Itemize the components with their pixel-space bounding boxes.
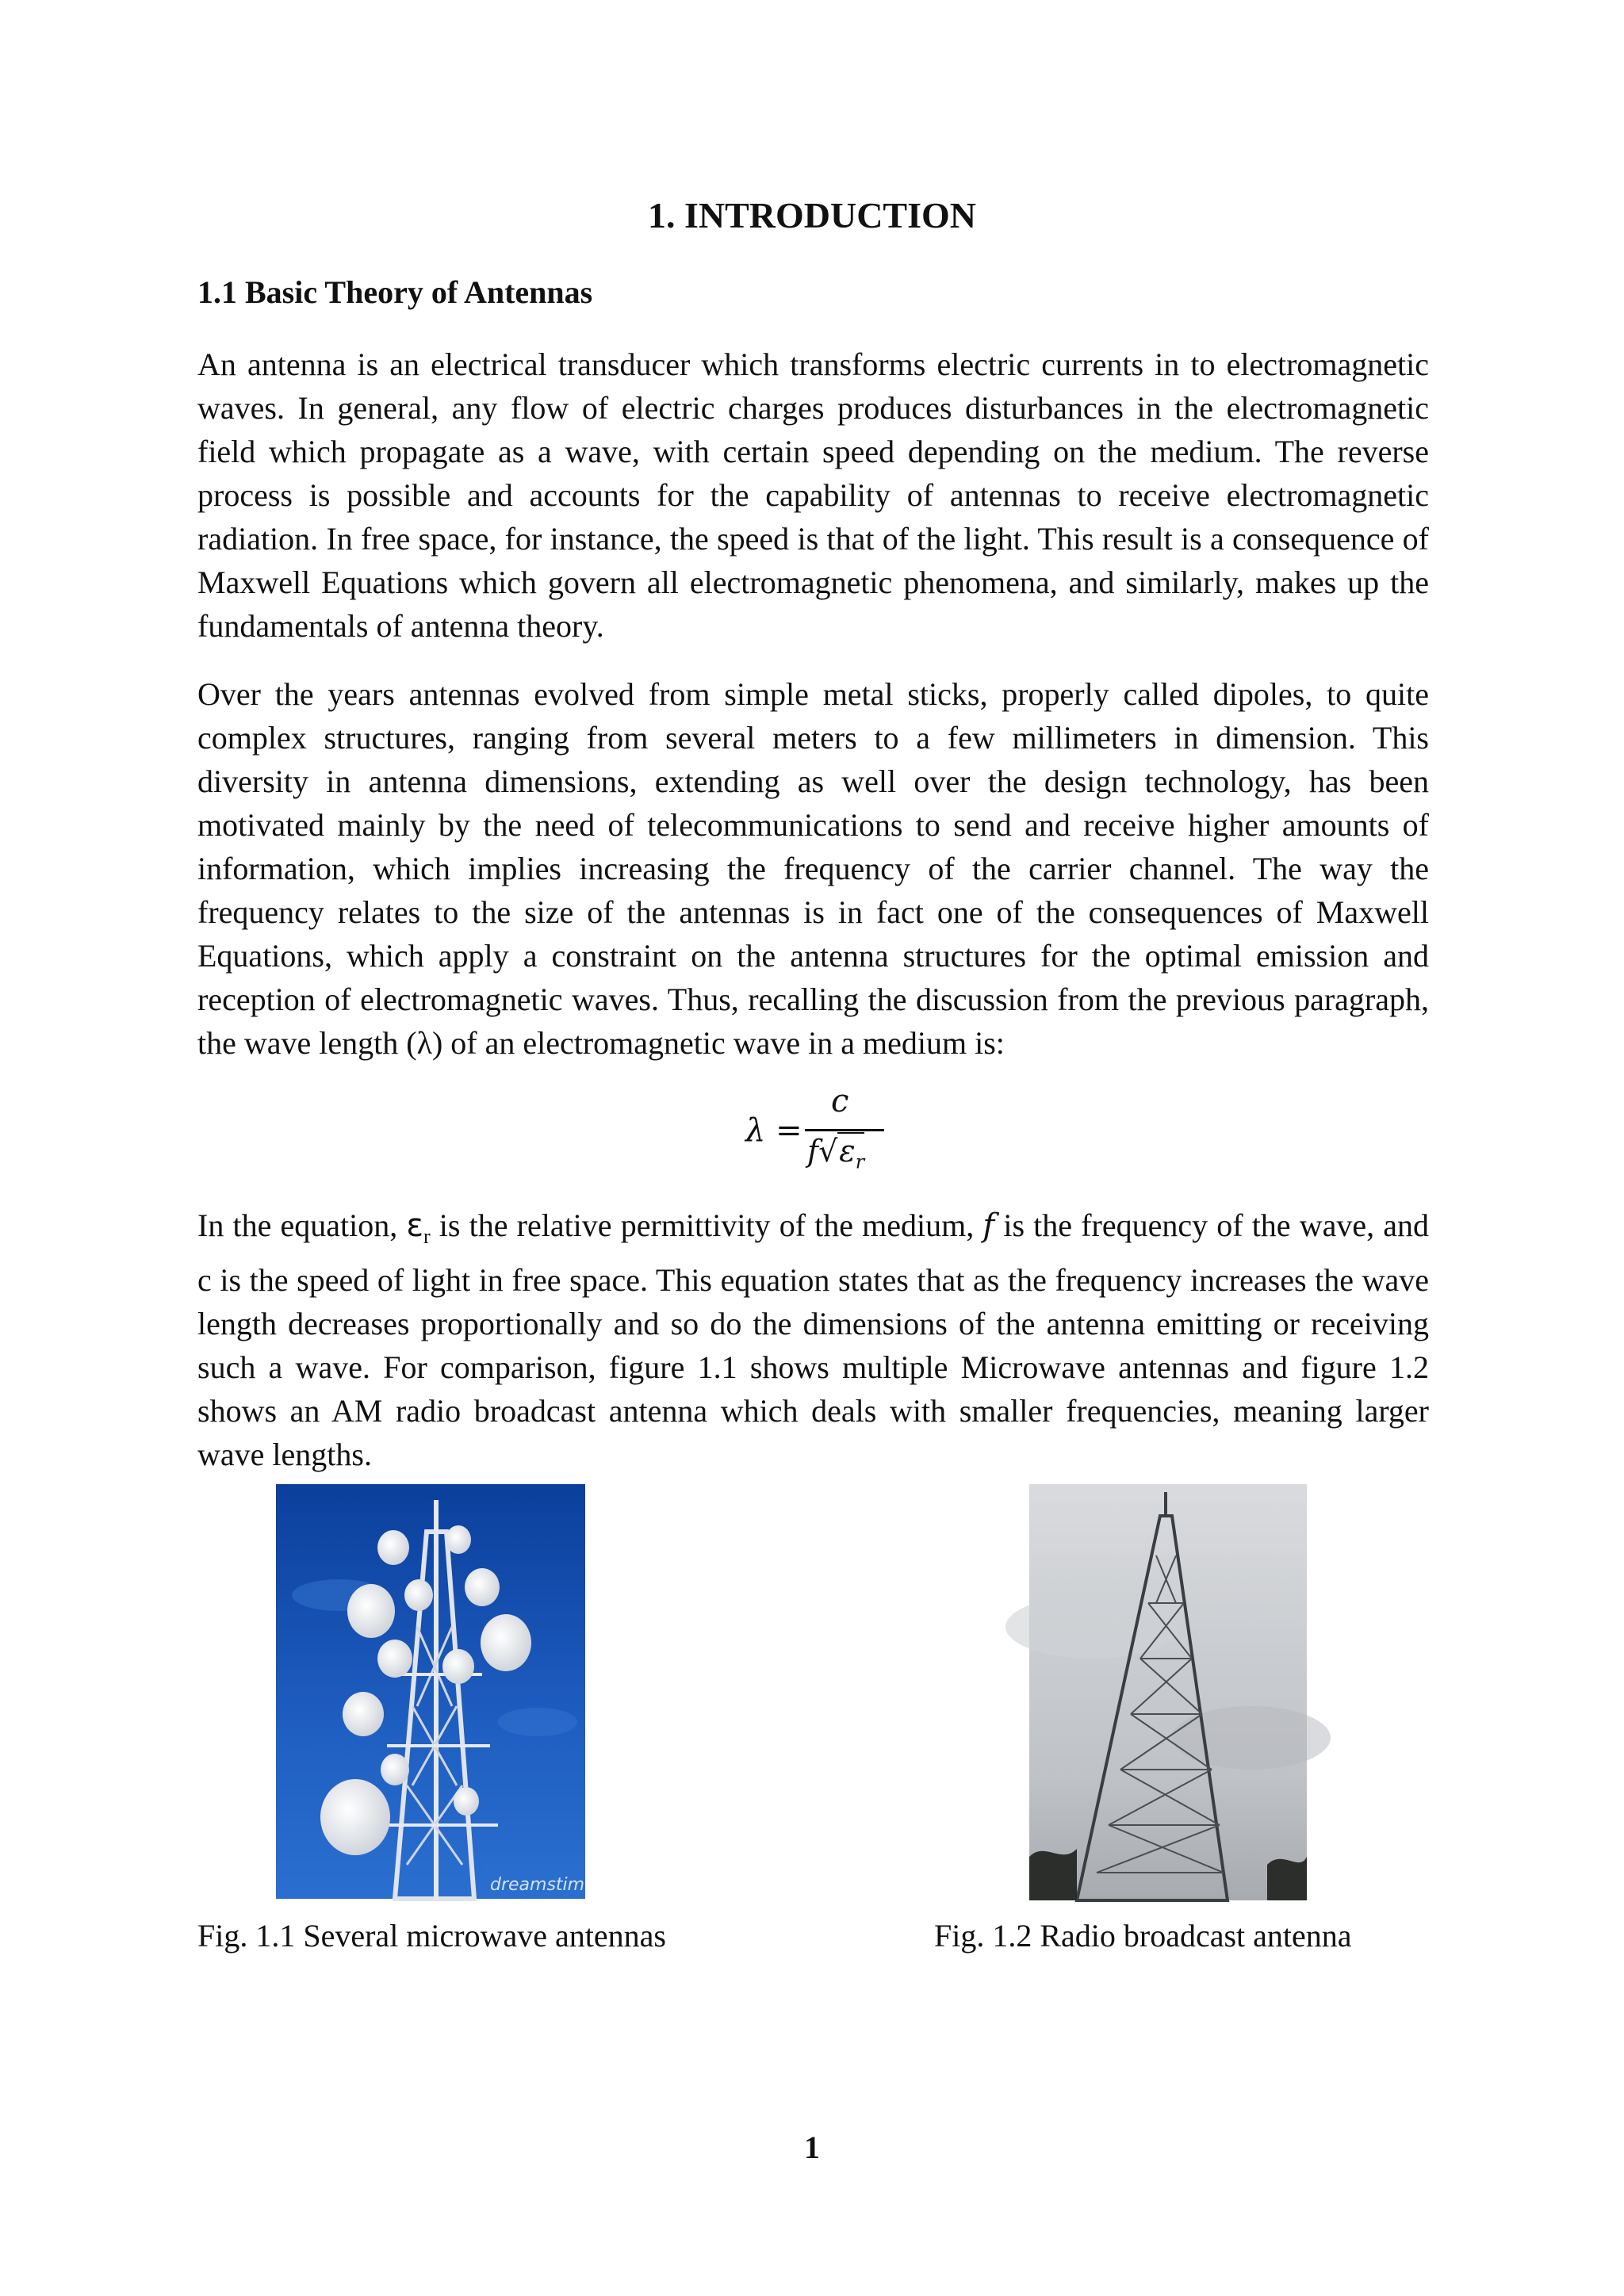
paragraph-1: An antenna is an electrical transducer which transforms electric currents in to electromagnetic waves. In general, any flow of electric charges produces disturbances in the electromagnetic field which propagate as a wave, with certain speed depending on the medium. The reverse process is possible and accounts for the capability of antennas to receive electromagnetic radiation. In free space, for instance, the speed is that of the light. This result is a consequence of Maxwell Equations which govern all electromagnetic phenomena, and similarly, makes up the fundamentals of antenna theory. [197, 346, 1429, 644]
wavelength-equation [737, 1078, 944, 1181]
microwave-tower-image [276, 1484, 638, 1899]
figure-radio-broadcast-antenna [1029, 1484, 1307, 1900]
equation-lhs: λ = [745, 1112, 802, 1149]
section-title: 1.1 Basic Theory of Antennas [197, 274, 593, 310]
epsilon-symbol: ε [406, 1207, 423, 1244]
equation-den-eps: ε [839, 1134, 856, 1169]
figure-1-caption: Fig. 1.1 Several microwave antennas [197, 1918, 666, 1954]
equation-numerator: c [831, 1083, 849, 1119]
paragraph-3-part-b: is the relative permittivity of the medium, [430, 1207, 983, 1243]
equation-den-f: f [807, 1134, 819, 1169]
paragraph-3-part-a: In the equation, [197, 1207, 407, 1243]
page-number: 1 [804, 2130, 820, 2165]
equation-denominator [807, 1134, 864, 1173]
equation-radicand [837, 1132, 865, 1173]
radio-tower-image [1029, 1484, 1307, 1900]
sqrt-symbol: √ [818, 1134, 838, 1169]
figure-microwave-antennas [276, 1484, 638, 1899]
paragraph-2: Over the years antennas evolved from simple metal sticks, properly called dipoles, to quite complex structures, ranging from several meters to a few millimeters in dimension. This diversity in antenna dimensions, extending as well over the design technology, has been motivated mainly by the need of telecommunications to send and receive higher amounts of information, which implies increasing the frequency of the carrier channel. The way the frequency relates to the size of the antennas is in fact one of the consequences of Maxwell Equations, which apply a constraint on the antenna structures for the optimal emission and reception of electromagnetic waves. Thus, recalling the discussion from the previous paragraph, the wave length (λ) of an electromagnetic wave in a medium is: [197, 676, 1429, 1061]
paragraph-3-part-c: is the frequency of the wave, and c is the speed of light in free space. This equation states that as the frequency increases the wave length decreases proportionally and so do the dimensions of the antenna emitting or receiving such a wave. For comparison, figure 1.1 shows multiple Microwave antennas and figure 1.2 shows an AM radio broadcast antenna which deals with smaller frequencies, meaning larger wave lengths. [197, 1207, 1429, 1472]
paragraph-3 [197, 1203, 1429, 1476]
fraction-bar [805, 1129, 884, 1131]
equation-den-sub: r [855, 1150, 865, 1173]
figure-2-caption: Fig. 1.2 Radio broadcast antenna [934, 1918, 1352, 1954]
image-watermark: dreamstime.com [490, 1875, 638, 1895]
frequency-symbol: f [982, 1207, 995, 1244]
epsilon-subscript: r [423, 1225, 431, 1248]
chapter-title: 1. INTRODUCTION [647, 195, 977, 235]
